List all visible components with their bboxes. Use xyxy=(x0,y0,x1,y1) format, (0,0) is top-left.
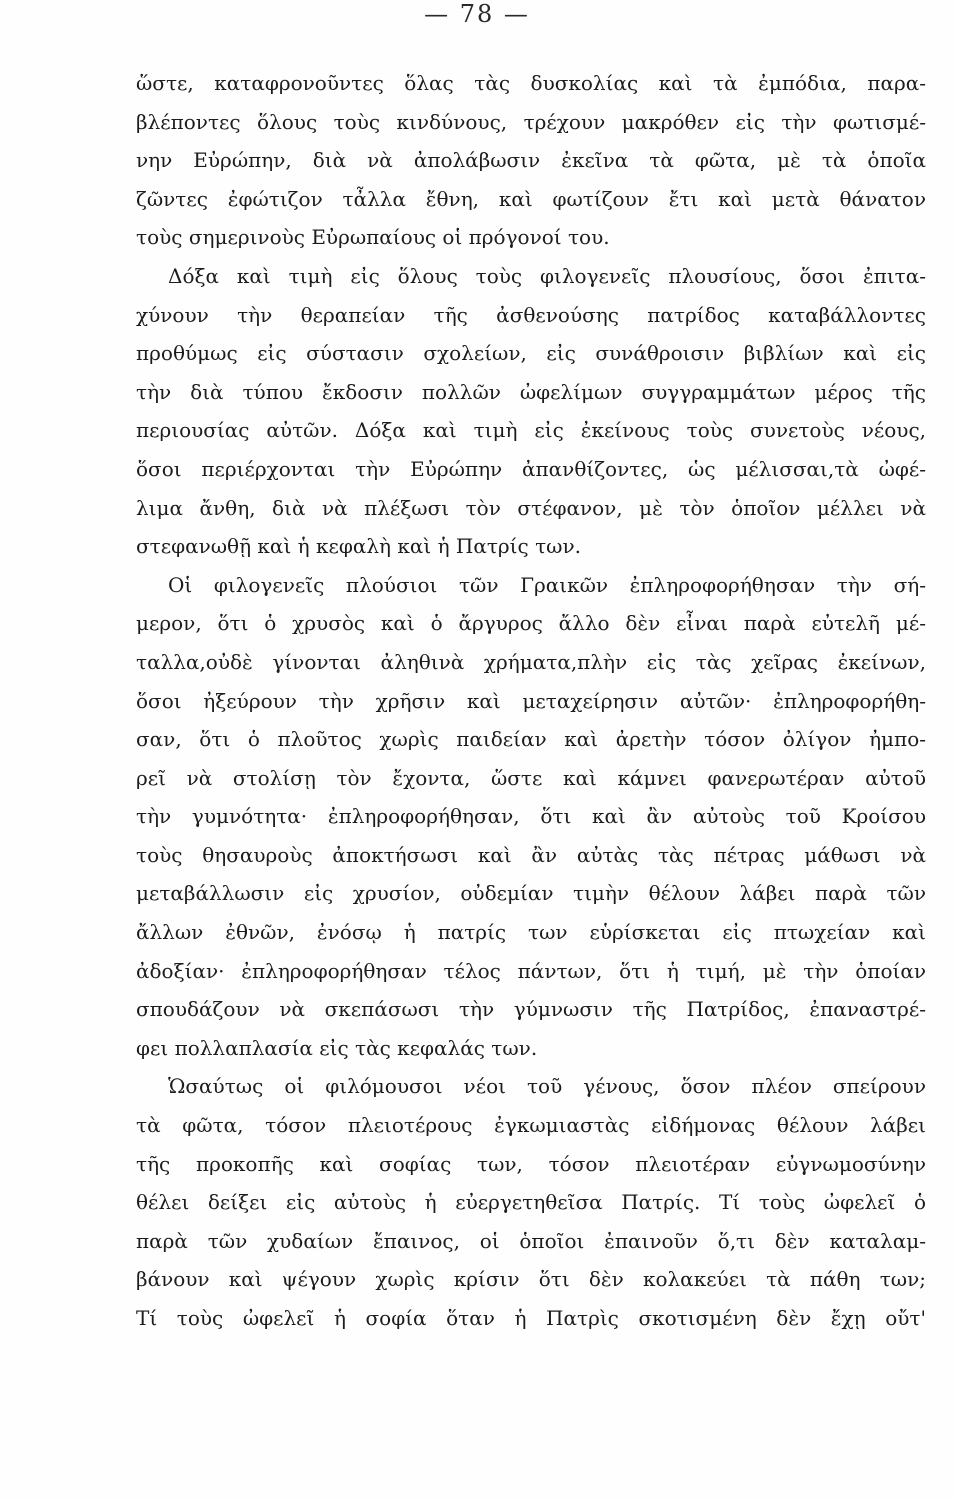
text-line: στεφανωθῇ καὶ ἡ κεφαλὴ καὶ ἡ Πατρίς των. xyxy=(136,534,581,559)
text-line: ταλλα,οὐδὲ γίνονται ἀληθινὰ χρήματα,πλὴν εἰς τὰς χεῖρας ἐκείνων, xyxy=(136,649,926,674)
text-line: λιμα ἄνθη, διὰ νὰ πλέξωσι τὸν στέφανον, μὲ τὸν ὁποῖον μέλλει νὰ xyxy=(136,495,926,520)
page-number: — 78 — xyxy=(424,0,530,28)
text-line: ἀδοξίαν· ἐπληροφορήθησαν τέλος πάντων, ὅτι ἡ τιμή, μὲ τὴν ὁποίαν xyxy=(136,958,926,983)
text-line: τὴν γυμνότητα· ἐπληροφορήθησαν, ὅτι καὶ ἂν αὐτοὺς τοῦ Κροίσου xyxy=(136,804,926,829)
paragraph-4 xyxy=(136,1067,926,1337)
text-line: ἄλλων ἐθνῶν, ἐνόσῳ ἡ πατρίς των εὑρίσκεται εἰς πτωχείαν καὶ xyxy=(136,920,926,945)
text-line: ὅσοι ἠξεύρουν τὴν χρῆσιν καὶ μεταχείρησιν αὐτῶν· ἐπληροφορήθη- xyxy=(136,688,926,713)
text-line: τῆς προκοπῆς καὶ σοφίας των, τόσον πλειοτέραν εὐγνωμοσύνην xyxy=(136,1151,926,1176)
text-line: βάνουν καὶ ψέγουν χωρὶς κρίσιν ὅτι δὲν κολακεύει τὰ πάθη των; xyxy=(136,1267,926,1292)
paragraph-3 xyxy=(136,566,926,1068)
text-line: σαν, ὅτι ὁ πλοῦτος χωρὶς παιδείαν καὶ ἀρετὴν τόσον ὀλίγον ἠμπο- xyxy=(136,727,926,752)
text-line: τὴν διὰ τύπου ἔκδοσιν πολλῶν ὠφελίμων συγγραμμάτων μέρος τῆς xyxy=(136,379,926,404)
text-line: Οἱ φιλογενεῖς πλούσιοι τῶν Γραικῶν ἐπληροφορήθησαν τὴν σή- xyxy=(168,572,926,597)
text-line: παρὰ τῶν χυδαίων ἔπαινος, οἱ ὁποῖοι ἐπαινοῦν ὅ,τι δὲν καταλαμ- xyxy=(136,1228,926,1253)
text-line: Ὡσαύτως οἱ φιλόμουσοι νέοι τοῦ γένους, ὅσον πλέον σπείρουν xyxy=(168,1074,926,1099)
text-line: Δόξα καὶ τιμὴ εἰς ὅλους τοὺς φιλογενεῖς πλουσίους, ὅσοι ἐπιτα- xyxy=(168,263,926,288)
text-line: ὥστε, καταφρονοῦντες ὅλας τὰς δυσκολίας καὶ τὰ ἐμπόδια, παρα- xyxy=(136,71,926,95)
text-line: περιουσίας αὐτῶν. Δόξα καὶ τιμὴ εἰς ἐκείνους τοὺς συνετοὺς νέους, xyxy=(136,418,926,443)
paragraph-2 xyxy=(136,257,926,566)
body-text xyxy=(136,64,926,1338)
text-line: χύνουν τὴν θεραπείαν τῆς ἀσθενούσης πατρίδος καταβάλλοντες xyxy=(136,302,926,327)
text-line: σπουδάζουν νὰ σκεπάσωσι τὴν γύμνωσιν τῆς Πατρίδος, ἐπαναστρέ- xyxy=(136,997,926,1022)
text-line: προθύμως εἰς σύστασιν σχολείων, εἰς συνάθροισιν βιβλίων καὶ εἰς xyxy=(136,341,926,366)
text-line: βλέποντες ὅλους τοὺς κινδύνους, τρέχουν μακρόθεν εἰς τὴν φωτισμέ- xyxy=(136,109,926,134)
text-line: μεταβάλλωσιν εἰς χρυσίον, οὐδεμίαν τιμὴν θέλουν λάβει παρὰ τῶν xyxy=(136,881,926,906)
text-line: ρεῖ νὰ στολίσῃ τὸν ἔχοντα, ὥστε καὶ κάμνει φανερωτέραν αὐτοῦ xyxy=(136,765,926,790)
text-line: φει πολλαπλασία εἰς τὰς κεφαλάς των. xyxy=(136,1035,538,1060)
text-line: τοὺς θησαυροὺς ἀποκτήσωσι καὶ ἂν αὐτὰς τὰς πέτρας μάθωσι νὰ xyxy=(136,842,926,867)
text-line: τὰ φῶτα, τόσον πλειοτέρους ἐγκωμιαστὰς εἰδήμονας θέλουν λάβει xyxy=(136,1113,926,1138)
text-line: νην Εὐρώπην, διὰ νὰ ἀπολάβωσιν ἐκεῖνα τὰ φῶτα, μὲ τὰ ὁποῖα xyxy=(136,148,926,173)
text-line: τοὺς σημερινοὺς Εὐρωπαίους οἱ πρόγονοί του. xyxy=(136,225,610,250)
text-line: ὅσοι περιέρχονται τὴν Εὐρώπην ἀπανθίζοντες, ὡς μέλισσαι,τὰ ὠφέ- xyxy=(136,456,926,481)
text-line: θέλει δείξει εἰς αὐτοὺς ἡ εὐεργετηθεῖσα Πατρίς. Τί τοὺς ὠφελεῖ ὁ xyxy=(136,1190,926,1215)
text-line: μερον, ὅτι ὁ χρυσὸς καὶ ὁ ἄργυρος ἄλλο δὲν εἶναι παρὰ εὐτελῆ μέ- xyxy=(136,611,926,636)
text-line: Τί τοὺς ὠφελεῖ ἡ σοφία ὅταν ἡ Πατρὶς σκοτισμένη δὲν ἔχῃ οὔτ' xyxy=(136,1306,926,1330)
paragraph-1 xyxy=(136,64,926,257)
text-line: ζῶντες ἐφώτιζον τἆλλα ἔθνη, καὶ φωτίζουν ἔτι καὶ μετὰ θάνατον xyxy=(136,186,926,211)
